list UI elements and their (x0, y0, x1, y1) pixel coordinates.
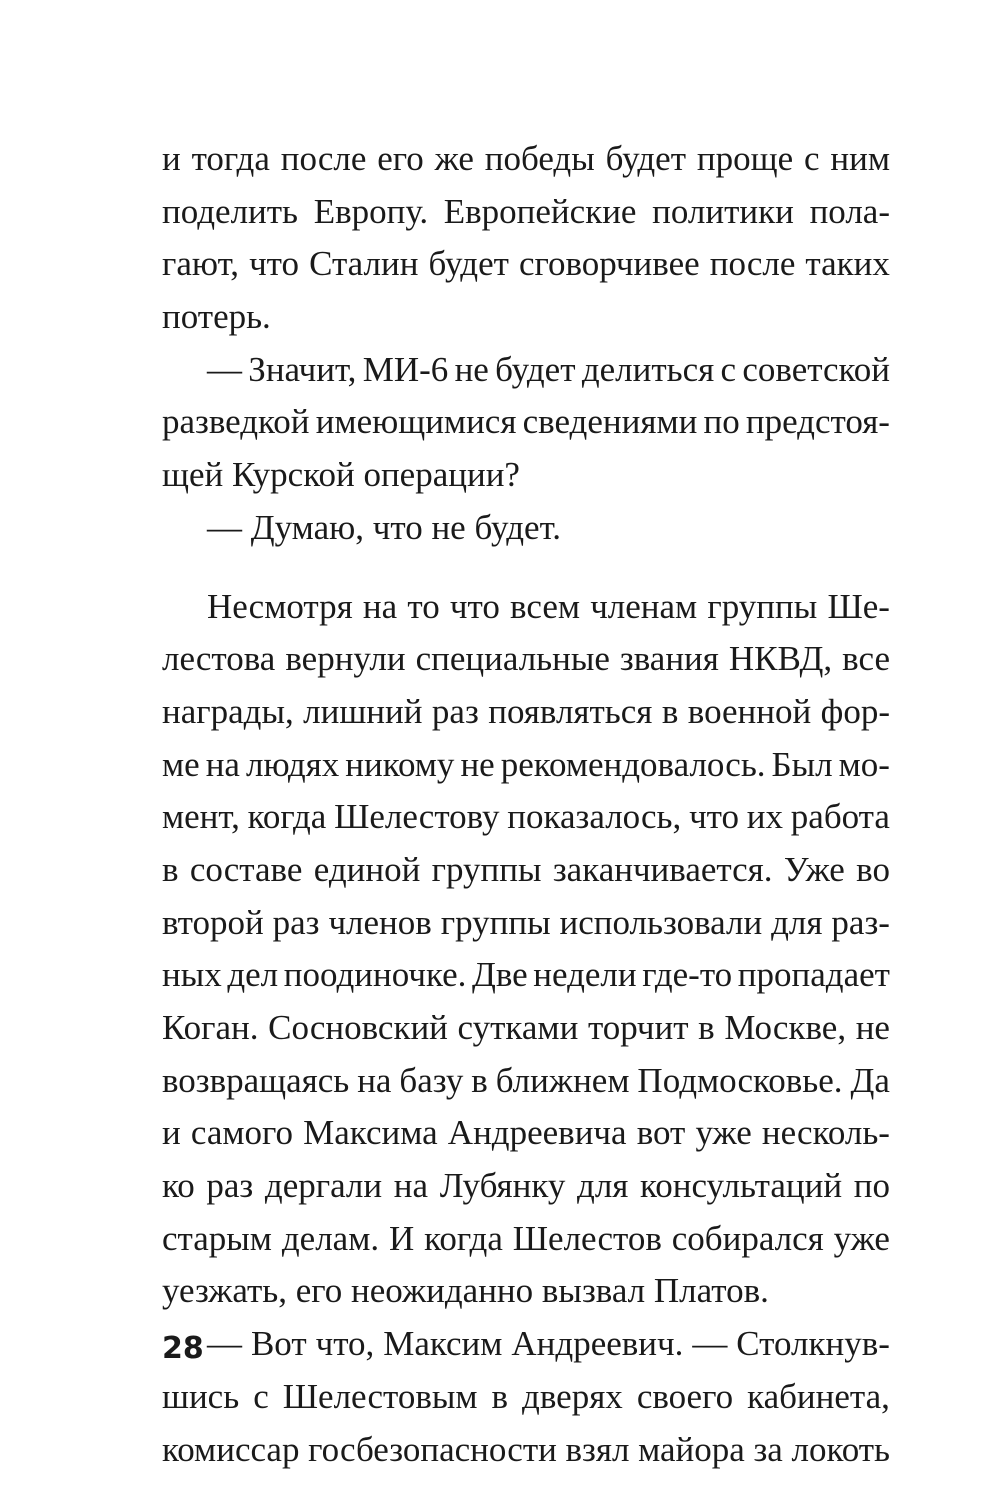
text-line: ко раз дергали на Лубянку для консультаций по (162, 1166, 890, 1206)
text-line: гают, что Сталин будет сговорчивее после таких (162, 244, 890, 284)
text-line: Коган. Сосновский сутками торчит в Москве, не (162, 1008, 890, 1047)
text-line: потерь. (162, 297, 271, 337)
text-line: ме на людях никому не рекомендовалось. Был мо- (162, 744, 890, 784)
paragraph (162, 344, 890, 502)
page-number: 28 (162, 1331, 204, 1366)
text-line: шись с Шелестовым в дверях своего кабинета, (162, 1376, 890, 1416)
text-line: щей Курской операции? (162, 455, 520, 495)
text-line: старым делам. И когда Шелестов собирался уже (162, 1218, 890, 1258)
text-line: разведкой имеющимися сведениями по предстоя- (162, 402, 890, 442)
paragraph (162, 502, 890, 555)
text-line: Несмотря на то что всем членам группы Ше- (207, 586, 890, 626)
text-line: поделить Европу. Европейские политики пола- (162, 191, 890, 231)
text-line: награды, лишний раз появляться в военной фор- (162, 691, 890, 731)
text-line: — Думаю, что не будет. (207, 507, 561, 547)
text-line: — Значит, МИ-6 не будет делиться с советской (207, 349, 890, 389)
paragraph (162, 581, 890, 1319)
text-line: мент, когда Шелестову показалось, что их работа (162, 797, 890, 837)
text-line: и самого Максима Андреевича вот уже несколь- (162, 1113, 890, 1153)
text-line: ных дел поодиночке. Две недели где-то пропадает (162, 955, 890, 995)
page-body-text (162, 133, 890, 1476)
text-line: комиссар госбезопасности взял майора за локоть (162, 1429, 890, 1469)
text-line: в составе единой группы заканчивается. Уже во (162, 849, 890, 889)
text-line: второй раз членов группы использовали для раз- (162, 902, 890, 942)
text-line: — Вот что, Максим Андреевич. — Столкнув- (207, 1324, 890, 1364)
text-line: и тогда после его же победы будет проще с ним (162, 139, 890, 178)
text-line: лестова вернули специальные звания НКВД, все (162, 639, 890, 679)
text-line: возвращаясь на базу в ближнем Подмосковье. Да (162, 1060, 890, 1100)
section-break (162, 555, 890, 581)
paragraph (162, 1318, 890, 1476)
text-line: уезжать, его неожиданно вызвал Платов. (162, 1271, 769, 1311)
paragraph (162, 133, 890, 344)
